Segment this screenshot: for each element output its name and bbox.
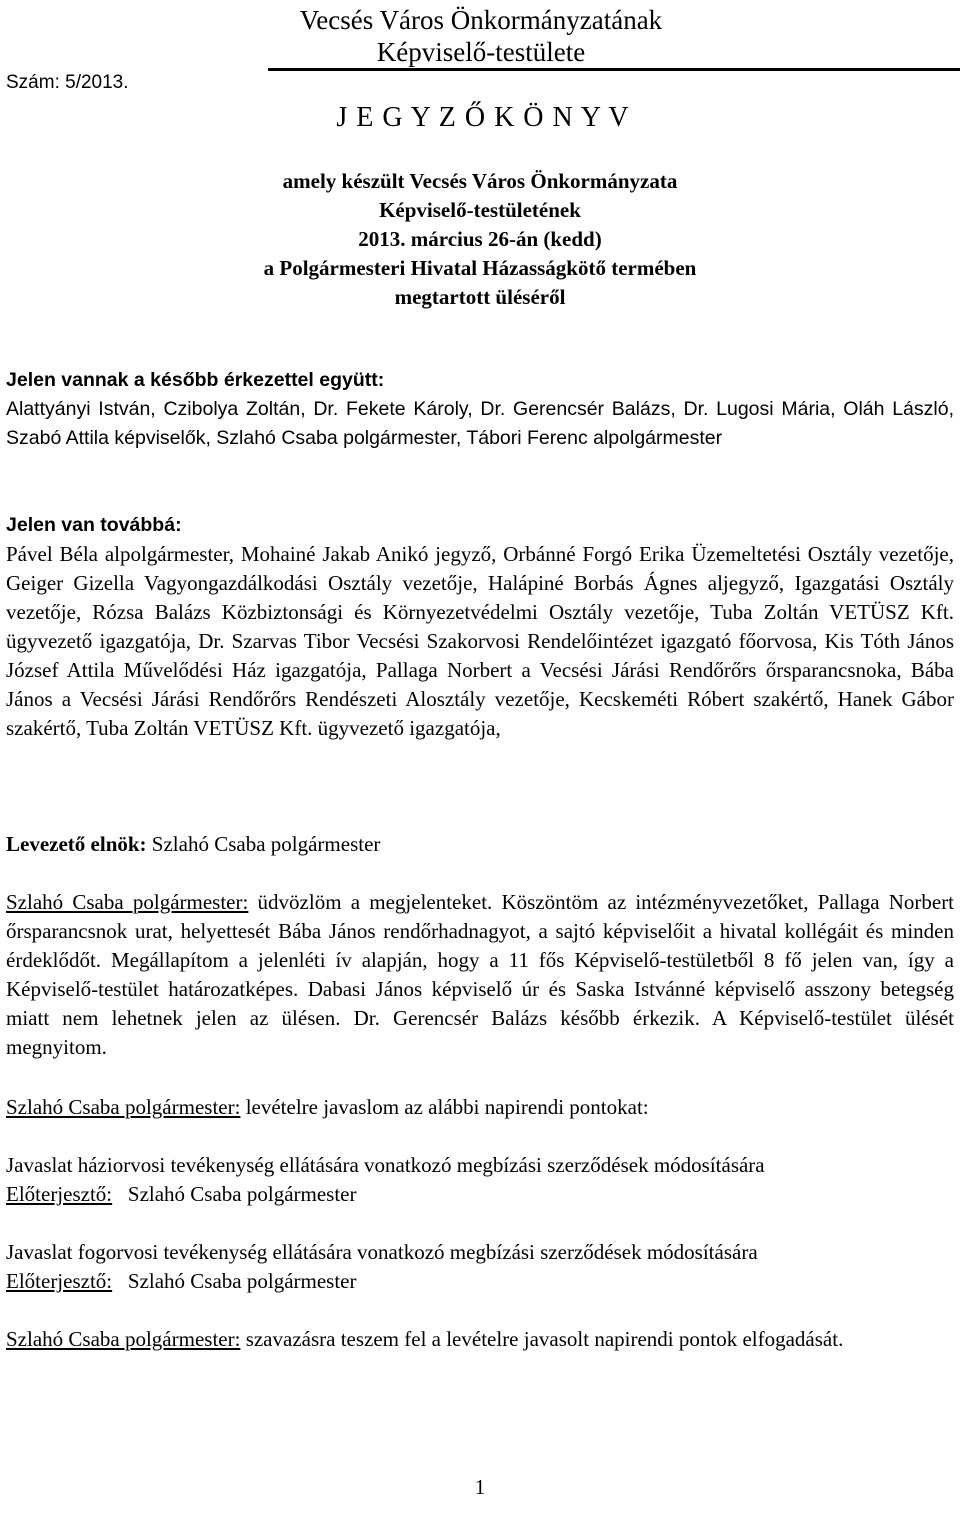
chair-name: Szlahó Csaba polgármester [151,832,381,856]
document-subtitle [6,167,954,312]
present-list: Alattyányi István, Czibolya Zoltán, Dr. Fekete Károly, Dr. Gerencsér Balázs, Dr. Lugosi Mária, Oláh László, Szabó Attila képviselők, Szlahó Csaba polgármester, Tábori Ferenc alpolgármester [6,398,954,449]
speech-vote [6,1325,954,1354]
also-present-heading: Jelen van továbbá: [6,514,182,536]
document-number: Szám: 5/2013. [6,72,129,93]
document-title: J E G Y Z Ő K Ö N Y V [336,102,630,133]
speech-agenda-proposal [6,1093,954,1122]
speech-text: üdvözlöm a megjelenteket. Köszöntöm az intézményvezetőket, Pallaga Norbert őrsparancsnok urat, helyettesét Bába János rendőrhadnagyot, a sajtó képviselőit a hivatal kollégáit és minden érdeklődőt. Megállapítom a jelenléti ív alapján, hogy a 11 fős Képviselő-testületből 8 fő jelen van, így a Képviselő-testület határozatképes. Dabasi János képviselő úr és Saska Istvánné képviselő asszony betegség miatt nem lehetnek jelen az ülésen. Dr. Gerencsér Balázs később érkezik. A Képviselő-testület ülését megnyitom. [6,890,955,1059]
agenda-item-title: Javaslat háziorvosi tevékenység ellátására vonatkozó megbízási szerződések módosítására [6,1153,765,1177]
chair-line [6,830,954,859]
subtitle-line-4: a Polgármesteri Hivatal Házasságkötő termében [263,256,697,280]
agenda-item-presenter-line [6,1180,954,1209]
agenda-item-presenter-line [6,1267,954,1296]
organization-line-2: Képviselő-testülete [376,37,586,67]
subtitle-line-5: megtartott üléséről [394,285,566,309]
present-heading: Jelen vannak a később érkezettel együtt: [6,369,385,391]
presenter-label: Előterjesztő: [6,1182,113,1206]
speech-opening [6,888,954,1062]
subtitle-line-3: 2013. március 26-án (kedd) [358,227,602,251]
speech-text: szavazásra teszem fel a levételre javasolt napirendi pontok elfogadását. [245,1327,844,1351]
present-section [6,366,954,453]
speaker-name: Szlahó Csaba polgármester: [6,1327,241,1351]
presenter-name: Szlahó Csaba polgármester [127,1182,357,1206]
speaker-name: Szlahó Csaba polgármester: [6,1095,241,1119]
also-present-section [6,511,954,743]
document-page [6,0,954,1513]
chair-label: Levezető elnök: [6,832,147,856]
title-divider [268,68,960,71]
also-present-list: Pável Béla alpolgármester, Mohainé Jakab Anikó jegyző, Orbánné Forgó Erika Üzemeltetési Osztály vezetője, Geiger Gizella Vagyongazdálkodási Osztály vezetője, Halápiné Borbás Ágnes aljegyző, Igazgatási Osztály vezetője, Rózsa Balázs Közbiztonsági és Környezetvédelmi Osztály vezetője, Tuba Zoltán VETÜSZ Kft. ügyvezető igazgatója, Dr. Szarvas Tibor Vecsési Szakorvosi Rendelőintézet igazgató főorvosa, Kis Tóth János József Attila Művelődési Ház igazgatója, Pallaga Norbert a Vecsési Járási Rendőrőrs őrsparancsnoka, Bába János a Vecsési Járási Rendőrőrs Rendészeti Alosztály vezetője, Kecskeméti Róbert szakértő, Hanek Gábor szakértő, Tuba Zoltán VETÜSZ Kft. ügyvezető igazgatója, [6,542,954,740]
subtitle-line-1: amely készült Vecsés Város Önkormányzata [282,169,678,193]
page-number: 1 [474,1475,486,1499]
agenda-item [6,1151,954,1209]
agenda-item-title: Javaslat fogorvosi tevékenység ellátására vonatkozó megbízási szerződések módosítására [6,1240,758,1264]
organization-line-1: Vecsés Város Önkormányzatának [299,5,663,35]
organization-title [266,4,696,68]
presenter-label: Előterjesztő: [6,1269,113,1293]
subtitle-line-2: Képviselő-testületének [379,198,581,222]
speaker-name: Szlahó Csaba polgármester: [6,890,249,914]
presenter-name: Szlahó Csaba polgármester [127,1269,357,1293]
agenda-item [6,1238,954,1296]
speech-text: levételre javaslom az alábbi napirendi pontokat: [245,1095,649,1119]
